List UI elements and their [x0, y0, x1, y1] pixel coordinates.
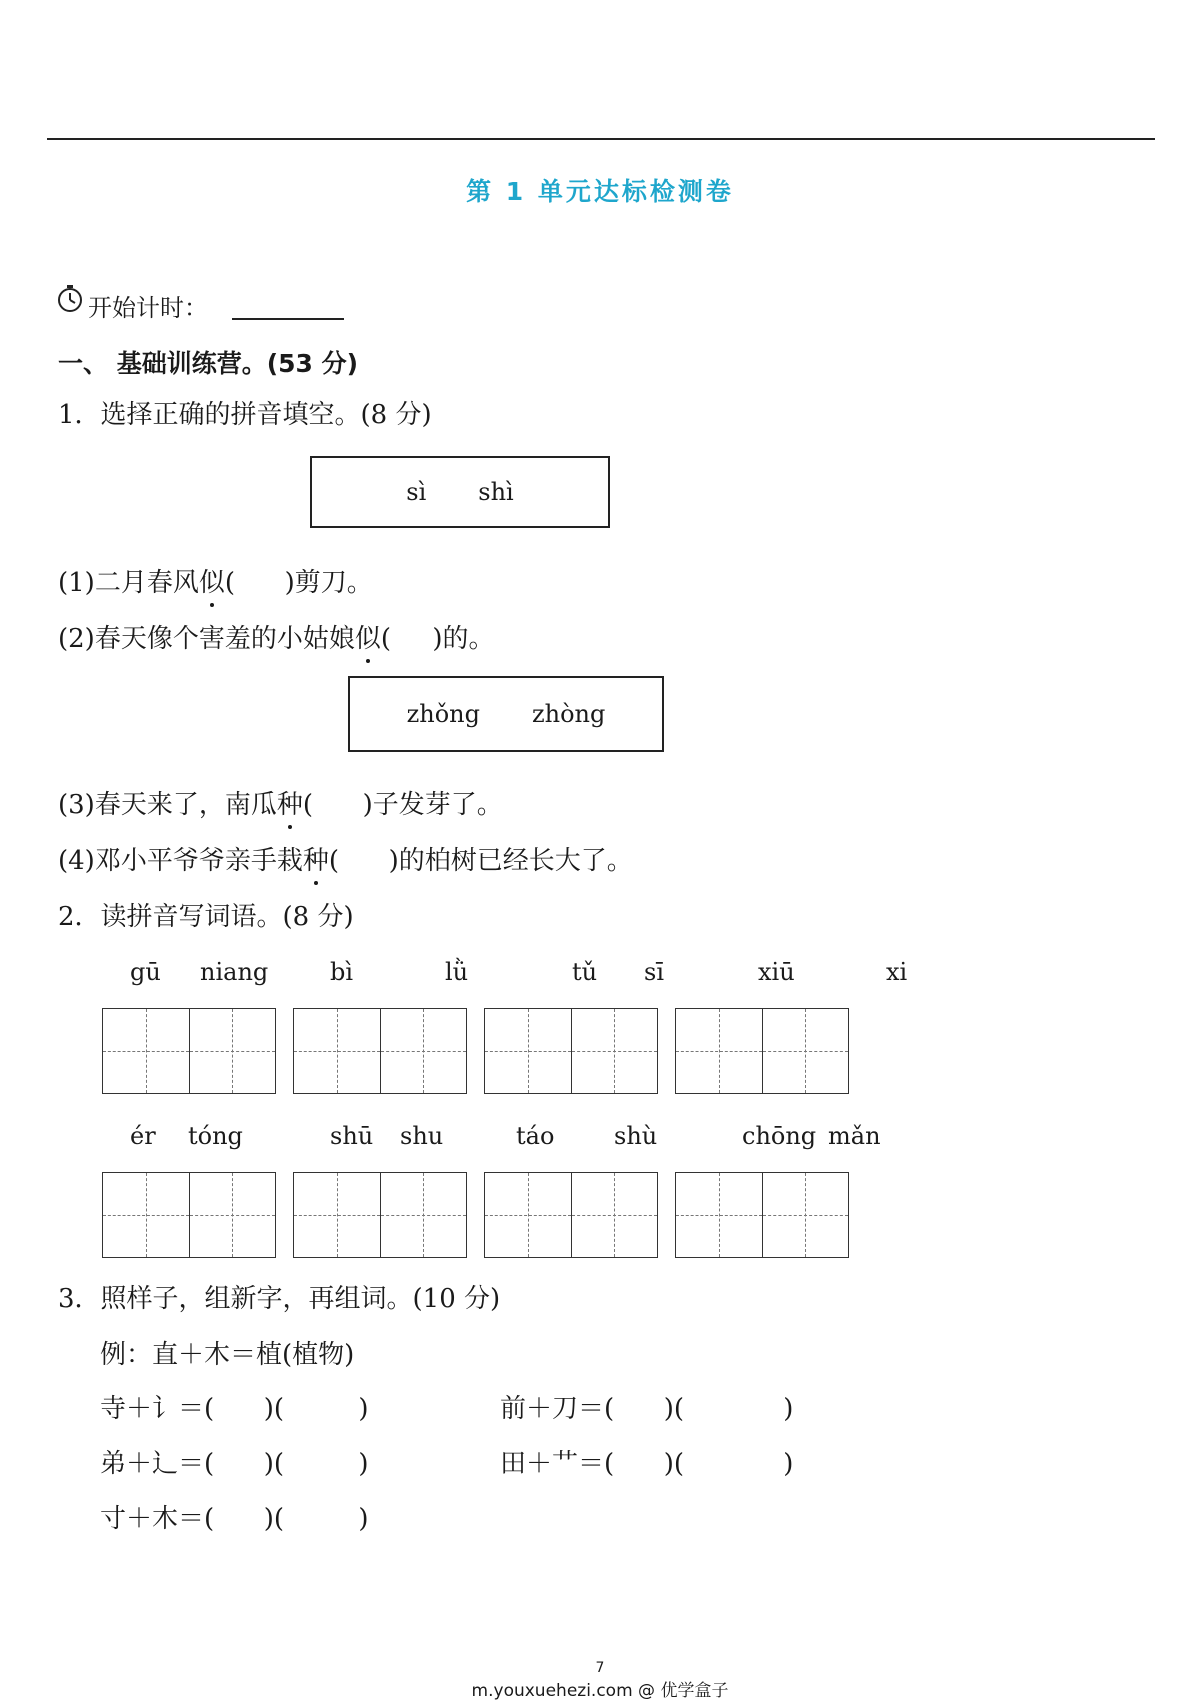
- q1-item-2: (2)春天像个害羞的小姑娘似( )的。: [58, 624, 495, 654]
- q3-title: 3．照样子，组新字，再组词。(10 分): [58, 1284, 501, 1314]
- page-title: 第 1 单元达标检测卷: [466, 177, 734, 206]
- q3-item: 田＋艹＝( )( ): [500, 1449, 794, 1479]
- pinyin-label: ér: [130, 1122, 156, 1150]
- writing-grid[interactable]: [675, 1172, 849, 1258]
- pinyin-label: xiū: [758, 958, 795, 986]
- writing-grid[interactable]: [484, 1172, 658, 1258]
- pinyin-label: niang: [200, 958, 269, 986]
- pinyin-label: gū: [130, 958, 161, 986]
- pinyin-label: bì: [330, 958, 354, 986]
- pinyin-label: mǎn: [828, 1122, 881, 1150]
- pinyin-label: shu: [400, 1122, 444, 1150]
- pinyin-option-box-2: [348, 676, 664, 752]
- pinyin-label: sī: [644, 958, 664, 986]
- pinyin-label: tóng: [188, 1122, 243, 1150]
- writing-grid[interactable]: [293, 1172, 467, 1258]
- q1-item-3: (3)春天来了，南瓜种( )子发芽了。: [58, 790, 503, 820]
- pinyin-label: tǔ: [572, 958, 598, 986]
- timer-label: 开始计时：: [88, 294, 208, 322]
- footer-site: m.youxuehezi.com @ 优学盒子: [471, 1681, 729, 1701]
- top-rule: [47, 138, 1155, 140]
- q3-item: 前＋刀＝( )( ): [500, 1394, 794, 1424]
- q1-item-1: (1)二月春风似( )剪刀。: [58, 568, 373, 598]
- pinyin-label: chōng: [742, 1122, 817, 1150]
- q2-title: 2．读拼音写词语。(8 分): [58, 902, 354, 932]
- pinyin-option: zhǒng: [406, 700, 480, 728]
- q3-item: 寸＋木＝( )( ): [100, 1504, 369, 1534]
- writing-grid[interactable]: [484, 1008, 658, 1094]
- pinyin-label: táo: [516, 1122, 555, 1150]
- pinyin-label: lǜ: [445, 958, 469, 986]
- writing-grid[interactable]: [102, 1172, 276, 1258]
- q1-title: 1．选择正确的拼音填空。(8 分): [58, 400, 432, 430]
- writing-grid[interactable]: [293, 1008, 467, 1094]
- q3-item: 弟＋辶＝( )( ): [100, 1449, 369, 1479]
- writing-grid[interactable]: [675, 1008, 849, 1094]
- q3-item: 寺＋讠＝( )( ): [100, 1394, 369, 1424]
- pinyin-label: xi: [886, 958, 908, 986]
- page-number: 7: [595, 1660, 605, 1676]
- pinyin-label: shū: [330, 1122, 374, 1150]
- q1-item-4: (4)邓小平爷爷亲手栽种( )的柏树已经长大了。: [58, 846, 633, 876]
- section-1-title: 一、 基础训练营。(53 分): [58, 349, 359, 378]
- q3-example: 例：直＋木＝植(植物): [100, 1340, 355, 1370]
- pinyin-option: zhòng: [532, 700, 606, 728]
- pinyin-label: shù: [614, 1122, 658, 1150]
- pinyin-option-box-1: [310, 456, 610, 528]
- writing-grid[interactable]: [102, 1008, 276, 1094]
- pinyin-option: shì: [478, 478, 514, 506]
- pinyin-option: sì: [406, 478, 427, 506]
- stopwatch-icon: [56, 283, 84, 313]
- timer-blank: [232, 318, 344, 320]
